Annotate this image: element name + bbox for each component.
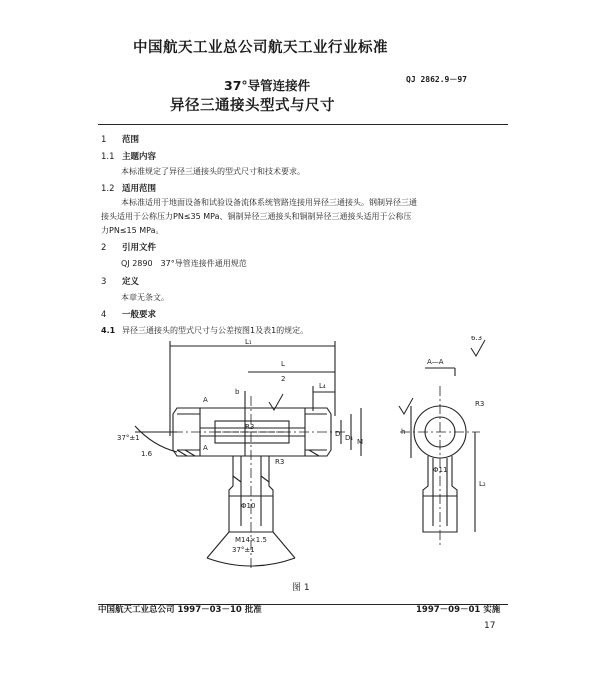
section-body: 异径三通接头的型式尺寸与公差按图1及表1的规定。 (122, 326, 309, 335)
section-2-text: QJ 2890 37°导管连接件通用规范 (121, 259, 247, 268)
label-l-half: L (281, 360, 285, 368)
page-number: 17 (484, 621, 496, 631)
label-m: M (357, 438, 364, 446)
label-angle-bottom: 37°±1 (232, 546, 255, 554)
section-title: 定义 (122, 277, 140, 287)
label-d: D (335, 430, 341, 438)
label-diam: Φ10 (241, 502, 256, 510)
label-thread: M14×1.5 (235, 536, 267, 544)
section-2-heading (101, 241, 156, 253)
section-4-heading (101, 308, 156, 320)
label-d1: D₁ (345, 434, 354, 442)
section-1-2-text-line: 本标准适用于地面设备和试验设备流体系统管路连接用异径三通接头。钢制异径三通 (121, 198, 417, 207)
label-r3-top: R3 (245, 423, 255, 431)
section-1-1-text: 本标准规定了异径三通接头的型式尺寸和技术要求。 (121, 167, 305, 176)
issuing-organization: 中国航天工业总公司航天工业行业标准 (133, 40, 388, 56)
section-1-2-heading (101, 182, 156, 194)
header-rule (98, 124, 508, 125)
section-1-1-heading (101, 150, 156, 162)
label-l4: L₄ (319, 382, 326, 390)
label-section-a-right: A (203, 444, 208, 452)
section-number: 1.1 (101, 152, 115, 162)
section-4-1-text (101, 325, 308, 336)
section-1-2-text-line: 力PN≤15 MPa。 (101, 226, 164, 235)
section-title: 适用范围 (122, 184, 157, 194)
section-title: 主题内容 (122, 152, 157, 162)
label-section-view: A—A (427, 358, 444, 366)
section-3-heading (101, 275, 139, 287)
label-l-half-den: 2 (281, 375, 286, 383)
section-number: 3 (101, 277, 107, 287)
label-h: h (401, 428, 406, 436)
label-roughness: 6.3 (471, 336, 483, 342)
section-number: 1 (101, 135, 107, 145)
section-1-heading (101, 133, 139, 145)
label-l1: L₁ (245, 338, 252, 346)
section-title: 范围 (122, 135, 140, 145)
document-title-line2: 异径三通接头型式与尺寸 (170, 98, 335, 114)
approval-line: 中国航天工业总公司 1997－03－10 批准 (98, 605, 262, 615)
section-1-2-text-line: 接头适用于公称压力PN≤35 MPa、铜制异径三通接头和铜制异径三通接头适用于公称压 (101, 212, 412, 221)
label-section-a-left: A (203, 396, 208, 404)
section-title: 一般要求 (122, 310, 157, 320)
label-diam-side: Φ11 (433, 466, 448, 474)
section-title: 引用文件 (122, 243, 157, 253)
effective-date: 1997－09－01 实施 (416, 605, 501, 615)
section-number: 4 (101, 310, 107, 320)
label-r3-bottom: R3 (275, 458, 285, 466)
label-b: b (235, 388, 240, 396)
label-l2: L₂ (479, 480, 486, 488)
section-number: 1.2 (101, 184, 115, 194)
section-number: 2 (101, 243, 107, 253)
document-title-line1: 37°导管连接件 (224, 78, 311, 93)
label-angle-left: 37°±1 (117, 434, 140, 442)
section-3-text: 本章无条文。 (121, 293, 169, 302)
label-r3-right: R3 (475, 400, 485, 408)
section-number: 4.1 (101, 326, 116, 335)
roughness-symbol (269, 340, 485, 414)
figure-caption: 图 1 (292, 583, 310, 593)
label-chamfer: 1.6 (141, 450, 153, 458)
standard-number: QJ 2862.9－97 (406, 75, 467, 84)
figure-1-drawing (95, 336, 515, 576)
